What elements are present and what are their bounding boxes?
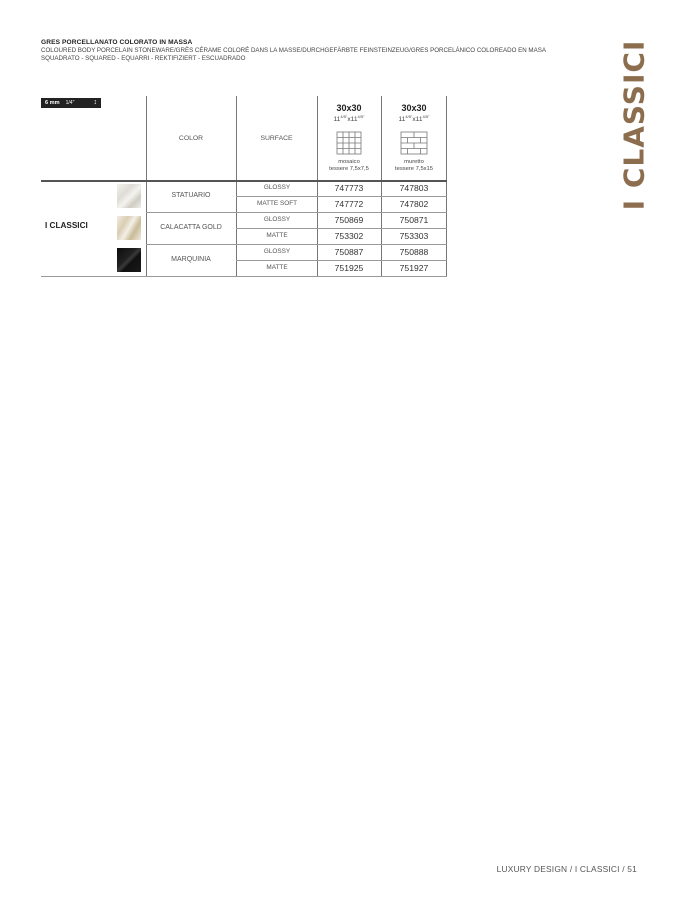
divider: [41, 276, 447, 277]
code-cell: 753302: [334, 231, 364, 241]
side-title-text: I CLASSICI: [617, 39, 651, 211]
format-size: 30x30: [401, 103, 427, 113]
family-label: I CLASSICI: [45, 221, 88, 230]
surface-cell: MATTE SOFT: [257, 200, 297, 207]
thickness-arrow-icon: ↕: [93, 99, 97, 106]
divider: [381, 96, 382, 276]
surface-cell: GLOSSY: [263, 184, 291, 191]
code-cell: 750871: [399, 215, 429, 225]
mosaic-grid-icon: [336, 131, 362, 155]
surface-cell: GLOSSY: [263, 216, 291, 223]
side-title: [614, 40, 654, 210]
column-header-color: COLOR: [178, 135, 204, 142]
thickness-badge: [41, 98, 101, 108]
color-name-statuario: STATUARIO: [171, 192, 211, 199]
divider: [236, 228, 447, 229]
color-name-marquinia: MARQUINIA: [171, 256, 211, 263]
thickness-mm: 6 mm: [45, 100, 60, 106]
code-cell: 751927: [399, 263, 429, 273]
header-subtitle: COLOURED BODY PORCELAIN STONEWARE/GRÈS CÉRAME COLORÉ DANS LA MASSE/DURCHGEFÄRBTE FEINSTEINZEUG/GRES PORCELÁNICO COLOREADO EN MASA: [41, 47, 546, 54]
code-cell: 750887: [334, 247, 364, 257]
page-footer: LUXURY DESIGN / I CLASSICI / 51: [496, 864, 637, 874]
divider: [146, 212, 447, 213]
divider: [236, 196, 447, 197]
format-inch: $11^{4/5"}x11^{4/5"}$: [333, 114, 365, 124]
column-header-surface: SURFACE: [260, 135, 293, 142]
code-cell: 750888: [399, 247, 429, 257]
format-inch: $11^{4/5"}x11^{4/5"}$: [398, 114, 430, 124]
surface-cell: MATTE: [266, 264, 288, 271]
code-cell: 747773: [334, 183, 364, 193]
surface-cell: GLOSSY: [263, 248, 291, 255]
format-name: mosaico: [338, 159, 360, 166]
format-header-mosaico: [318, 103, 380, 173]
code-cell: 751925: [334, 263, 364, 273]
code-cell: 747802: [399, 199, 429, 209]
format-header-muretto: [383, 103, 445, 173]
format-name: muretto: [404, 159, 424, 166]
code-cell: 750869: [334, 215, 364, 225]
divider: [446, 96, 447, 276]
divider: [236, 260, 447, 261]
divider: [146, 96, 147, 276]
product-table: [41, 96, 447, 276]
header-finish-line: SQUADRATO - SQUARED - EQUARRI - REKTIFIZIERT - ESCUADRADO: [41, 54, 246, 62]
divider: [146, 244, 447, 245]
format-tessere: tessere 7,5x15: [394, 166, 434, 173]
swatch-statuario: [117, 184, 141, 208]
swatch-calacatta-gold: [117, 216, 141, 240]
page-header: [41, 39, 581, 62]
code-cell: 747772: [334, 199, 364, 209]
code-cell: 753303: [399, 231, 429, 241]
code-cell: 747803: [399, 183, 429, 193]
format-size: 30x30: [336, 103, 362, 113]
color-name-calacatta-gold: CALACATTA GOLD: [160, 224, 222, 231]
surface-cell: MATTE: [266, 232, 288, 239]
brick-pattern-icon: [400, 131, 428, 155]
format-tessere: tessere 7,5x7,5: [329, 166, 369, 173]
thickness-inch: 1/4": [65, 100, 75, 106]
divider: [41, 180, 447, 182]
swatch-marquinia: [117, 248, 141, 272]
header-title: GRES PORCELLANATO COLORATO IN MASSA: [41, 39, 193, 46]
